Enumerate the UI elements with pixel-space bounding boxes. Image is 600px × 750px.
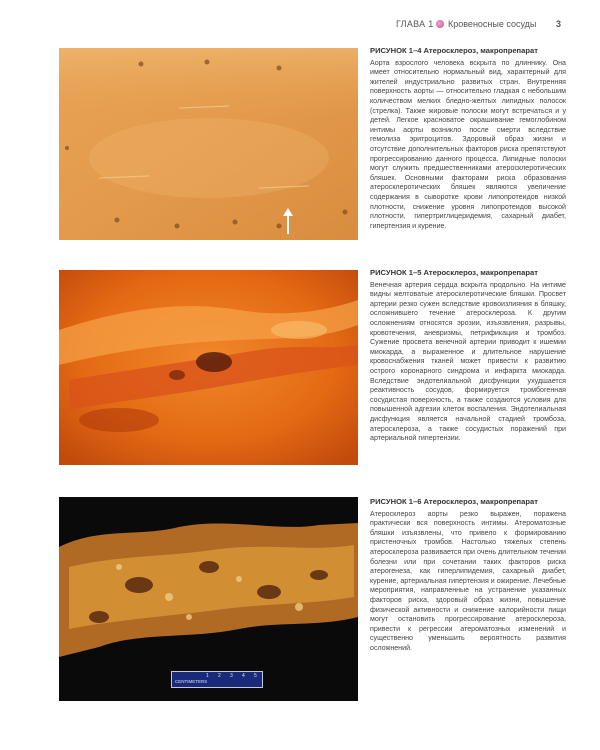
- ruler-tick-label: 4: [242, 673, 245, 679]
- section-title: Кровеносные сосуды: [448, 19, 537, 29]
- figure-description: Атеросклероз аорты резко выражен, поражена практически вся поверхность интимы. Атероматозные бляшки изъязвлены, что привело к формированию пристеночных тромбов. Настолько тяжелых степень атеросклероза развивается при очень длительном течении болезни или при сочетании таких факторов риска атерогенеза, как гиперлипидемия, сахарный диабет, курение, артериальная гипертензия и ожирение. Лечебные мероприятия, направленные на устранение указанных факторов риска, здоровый образ жизни, повышение физической активности и снижение калорийности пищи могут остановить прогрессирование атеросклероза, привести к регрессии атероматозных изменений и существенно уменьшить вероятность развития осложнений.: [370, 509, 567, 652]
- figure-description: Венечная артерия сердца вскрыта продольно. На интиме видны желтоватые атеросклеротические бляшки. Просвет артерии резко сужен вследствие кровоизлияния в бляшку, осложнившего течение атеросклероза. К другим осложнениям относятся эрозии, изъязвления, разрывы, кровотечения, аневризмы, петрификация и тромбоз. Сужение просвета венечной артерии приводит к ишемии миокарда, а выраженное и длительное нарушение кровоснабжения тканей может привести к развитию острого коронарного синдрома и инфаркта миокарда. Вследствие эндотелиальной дисфункции ухудшается реактивность сосудов, формируется тромбогенная сосудистая поверхность, а также создаются условия для повышенной адгезии клеток воспаления. Эндотелиальная дисфункция является начальной стадией тромбоза, атеросклероза, а также сосудистых поражений при артериальной гипертензии.: [370, 280, 566, 443]
- ruler-tick-label: 3: [230, 673, 233, 679]
- figure-description: Аорта взрослого человека вскрыта по длиннику. Она имеет относительно нормальный вид, характерный для жителей индустриально развитых стран. Внутренняя поверхность аорты — относительно гладкая с небольшим количеством мелких бледно-желтых липидных полосок (стрелка). Также жировые полоски могут встречаться и у детей. Легкое красноватое окрашивание гемоглобином интимы аорты возникло после смерти вследствие гемолиза эритроцитов. Здоровый образ жизни и отсутствие дополнительных факторов риска препятствуют прогрессированию данного процесса. Липидные полоски могут служить предшественниками атеросклеротических бляшек. Основными факторами риска образования атеросклеротических бляшек являются увеличение содержания в сыворотке крови липопротеидов низкой плотности, снижение уровня липопротеидов высокой плотности, гипертриглицеридемия, сахарный диабет, гипертензия и курение.: [370, 58, 566, 230]
- figure-1-4-photo: [59, 48, 358, 240]
- chapter-label: ГЛАВА 1: [396, 19, 434, 29]
- figure-title: РИСУНОК 1–6 Атеросклероз, макропрепарат: [370, 497, 538, 506]
- figure-title: РИСУНОК 1–4 Атеросклероз, макропрепарат: [370, 46, 538, 55]
- running-header: [396, 18, 566, 32]
- figure-title: РИСУНОК 1–5 Атеросклероз, макропрепарат: [370, 268, 538, 277]
- arrow-icon: [287, 214, 289, 234]
- chapter-bullet-icon: [436, 20, 444, 28]
- ruler-tick-label: 2: [218, 673, 221, 679]
- scale-ruler: [171, 671, 263, 688]
- ruler-label: CENTIMETERS: [175, 679, 208, 684]
- page-number: 3: [556, 19, 562, 29]
- ruler-tick-label: 5: [254, 673, 257, 679]
- figure-1-5-photo: [59, 270, 358, 465]
- figure-1-5-caption: [370, 268, 566, 444]
- ruler-tick-label: 1: [206, 673, 209, 679]
- figure-1-4-caption: [370, 46, 566, 231]
- arrow-head-icon: [283, 208, 293, 216]
- figure-1-6-photo: [59, 497, 358, 701]
- figure-1-6-caption: [370, 497, 566, 654]
